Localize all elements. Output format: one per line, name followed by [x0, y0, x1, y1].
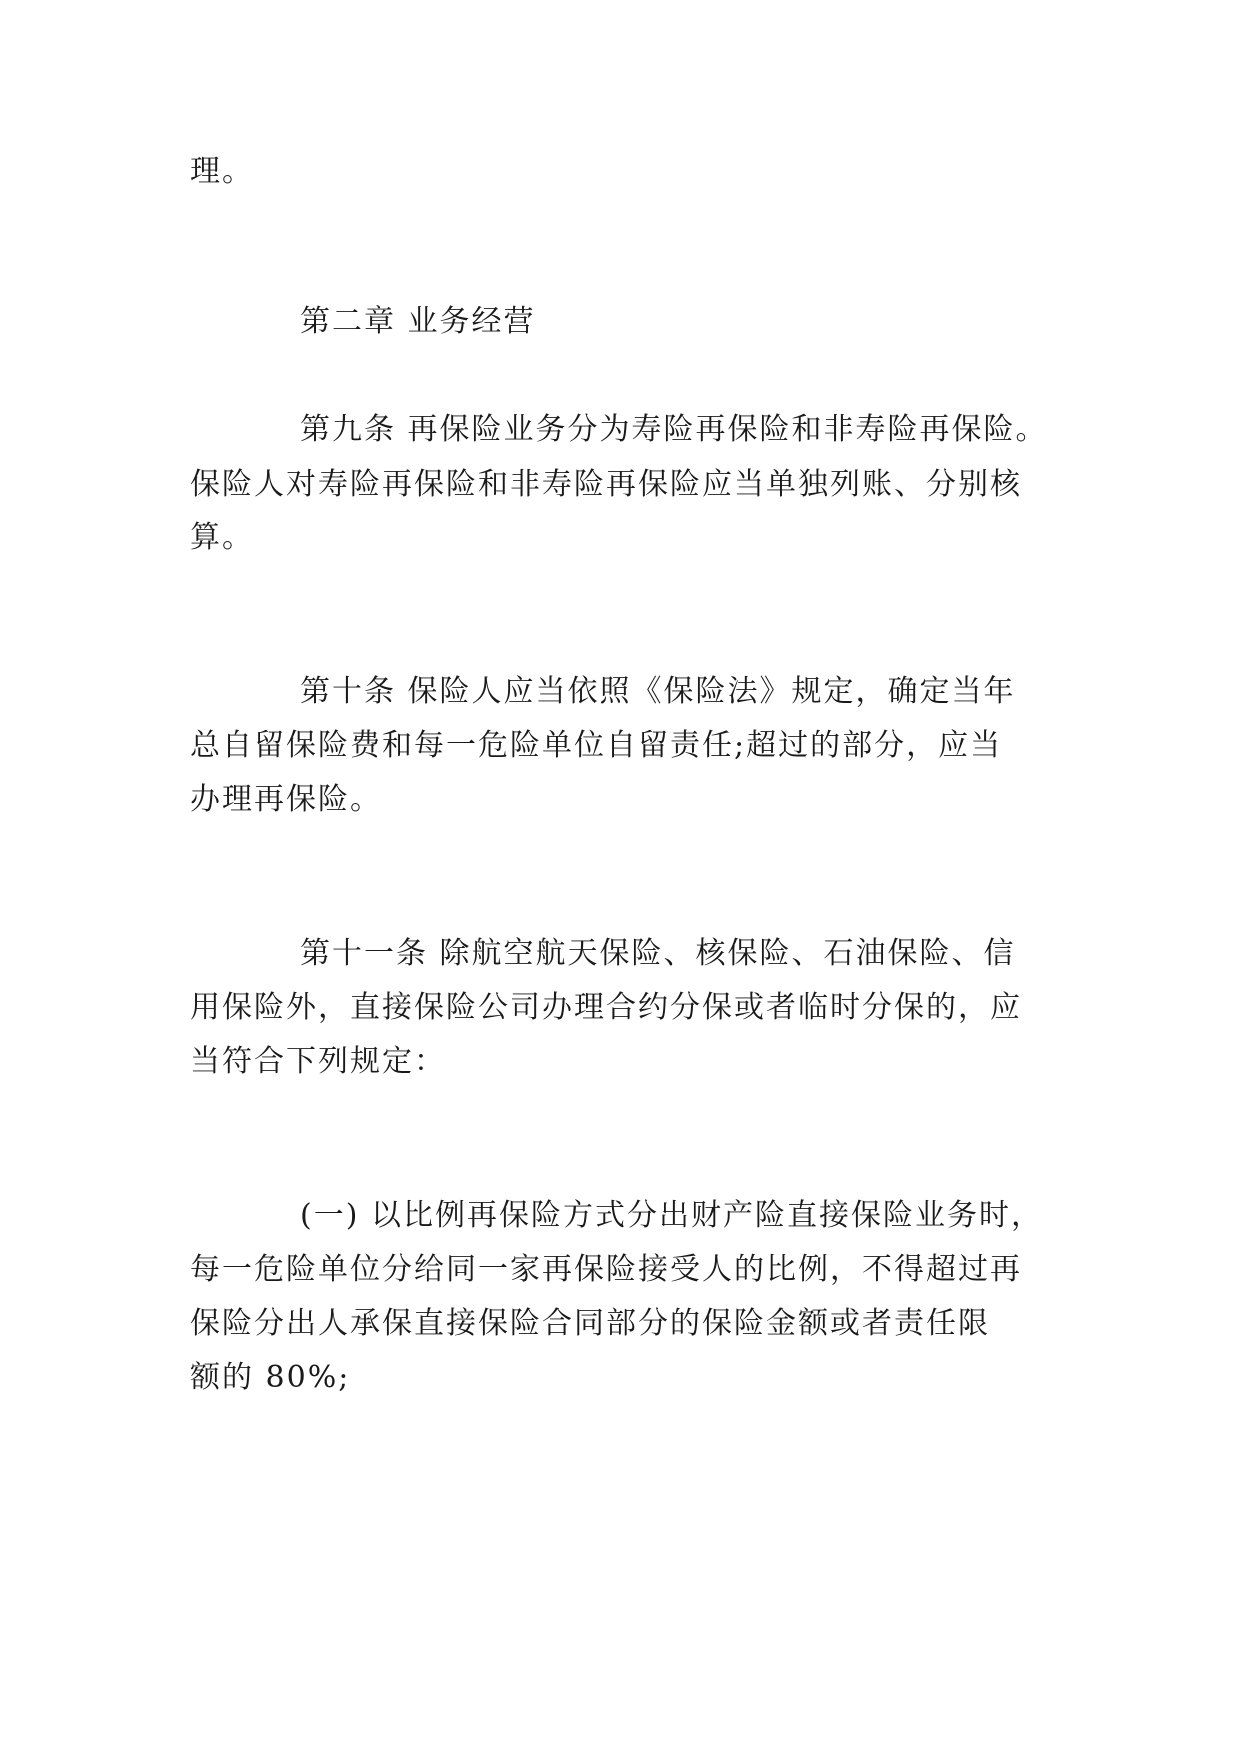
item-1-line-3: 保险分出人承保直接保险合同部分的保险金额或者责任限 — [190, 1306, 990, 1341]
item-1-line-1: (一) 以比例再保险方式分出财产险直接保险业务时， — [300, 1198, 1043, 1233]
paragraph-continuation-line: 理。 — [190, 154, 254, 189]
article-10-line-2: 总自留保险费和每一危险单位自留责任;超过的部分，应当 — [190, 728, 1003, 763]
article-9-line-3: 算。 — [190, 520, 254, 555]
article-9-line-1: 第九条 再保险业务分为寿险再保险和非寿险再保险。 — [300, 412, 1048, 447]
article-11-line-2: 用保险外，直接保险公司办理合约分保或者临时分保的，应 — [190, 990, 1022, 1025]
item-1-line-2: 每一危险单位分给同一家再保险接受人的比例，不得超过再 — [190, 1252, 1022, 1287]
article-11-line-3: 当符合下列规定： — [190, 1044, 446, 1079]
item-1-line-4: 额的 80%; — [190, 1360, 351, 1395]
article-11-line-1: 第十一条 除航空航天保险、核保险、石油保险、信 — [300, 936, 1016, 971]
article-9-line-2: 保险人对寿险再保险和非寿险再保险应当单独列账、分别核 — [190, 467, 1022, 502]
chapter-heading: 第二章 业务经营 — [300, 304, 536, 339]
article-10-line-3: 办理再保险。 — [190, 782, 382, 817]
article-10-line-1: 第十条 保险人应当依照《保险法》规定，确定当年 — [300, 674, 1016, 709]
